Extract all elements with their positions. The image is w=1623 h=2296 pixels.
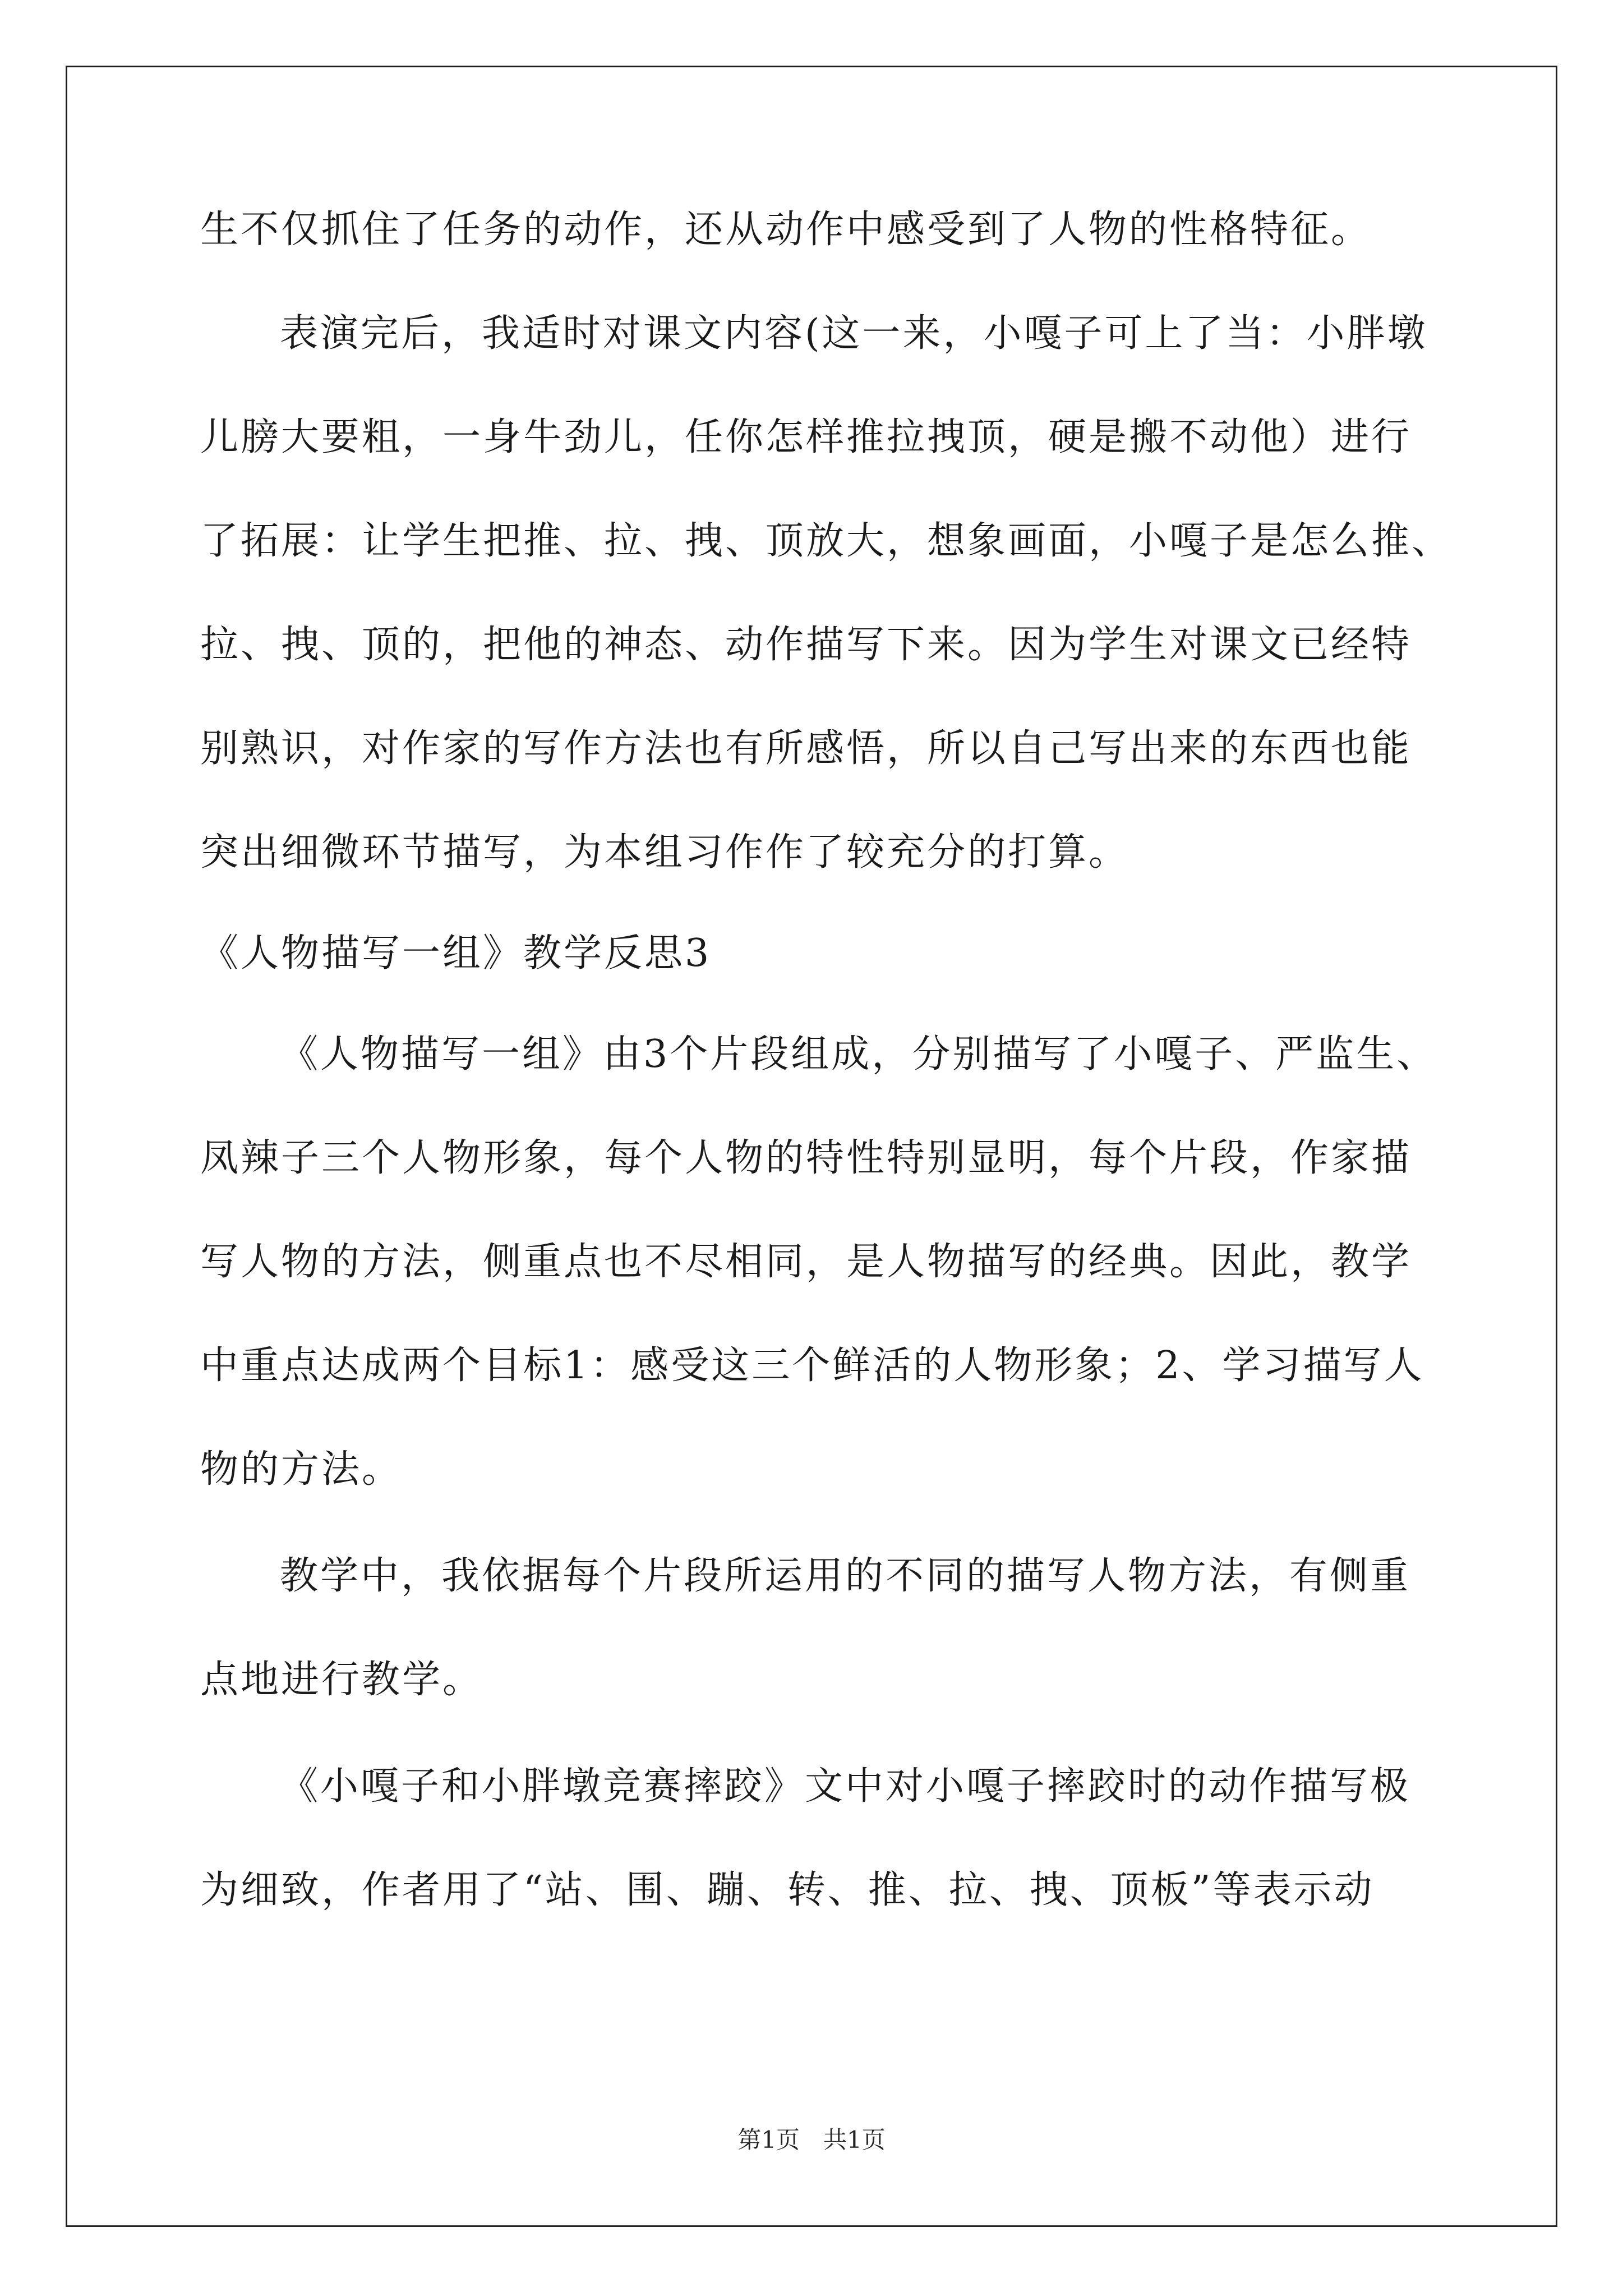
text-line: 生不仅抓住了任务的动作，还从动作中感受到了人物的性格特征。: [200, 208, 1372, 252]
text-line: 凤辣子三个人物形象，每个人物的特性特别显明，每个片段，作家描: [200, 1136, 1412, 1180]
text-line: 了拓展：让学生把推、拉、拽、顶放大，想象画面，小嘎子是怎么推、: [200, 519, 1453, 563]
paragraph-start-line: 表演完后，我适时对课文内容(这一来，小嘎子可上了当：小胖墩: [280, 311, 1428, 356]
text-line: 物的方法。: [200, 1447, 403, 1492]
text-line: 别熟识，对作家的写作方法也有所感悟，所以自己写出来的东西也能: [200, 726, 1412, 771]
text-line: 儿膀大要粗，一身牛劲儿，任你怎样推拉拽顶，硬是搬不动他）进行: [200, 415, 1412, 459]
text-line: 写人物的方法，侧重点也不尽相同，是人物描写的经典。因此，教学: [200, 1240, 1412, 1284]
paragraph-start-line: 《人物描写一组》由3个片段组成，分别描写了小嘎子、严监生、: [280, 1032, 1437, 1076]
section-heading: 《人物描写一组》教学反思3: [200, 931, 712, 976]
text-line: 为细致，作者用了“站、围、蹦、转、推、拉、拽、顶板”等表示动: [200, 1868, 1375, 1912]
text-line: 突出细微环节描写，为本组习作作了较充分的打算。: [200, 830, 1129, 875]
paragraph-start-line: 《小嘎子和小胖墩竞赛摔跤》文中对小嘎子摔跤时的动作描写极: [280, 1764, 1411, 1809]
text-line: 中重点达成两个目标1：感受这三个鲜活的人物形象；2、学习描写人: [200, 1343, 1424, 1388]
page-number-footer: 第1页 共1页: [737, 2126, 886, 2154]
text-line: 拉、拽、顶的，把他的神态、动作描写下来。因为学生对课文已经特: [200, 623, 1412, 667]
text-line: 点地进行教学。: [200, 1658, 483, 1702]
paragraph-start-line: 教学中，我依据每个片段所运用的不同的描写人物方法，有侧重: [280, 1554, 1411, 1598]
